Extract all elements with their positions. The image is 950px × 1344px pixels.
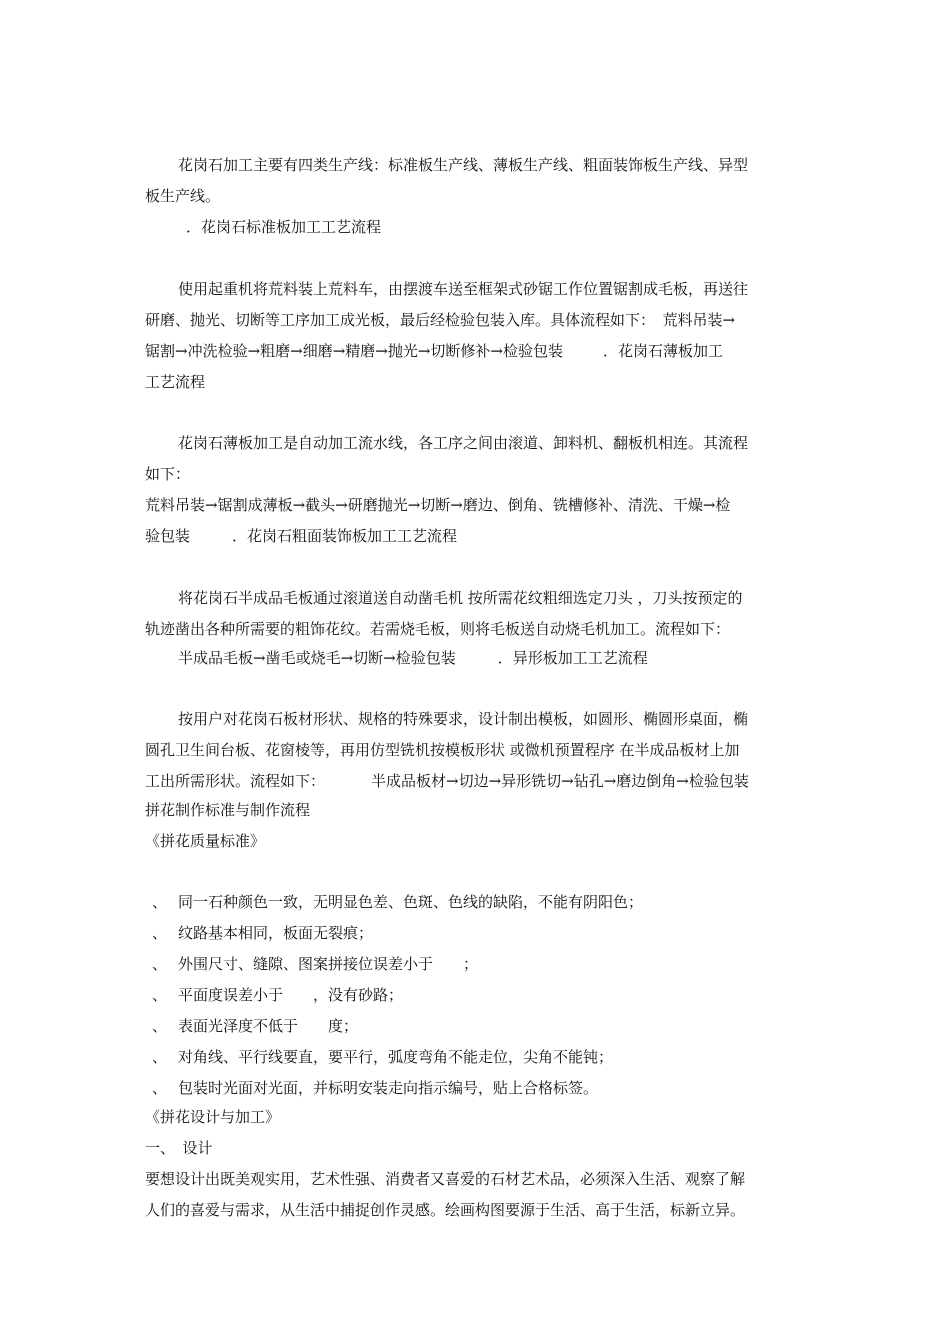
section2-line-4 bbox=[145, 526, 810, 546]
list-item-text: 外围尺寸、缝隙、图案拼接位误差小于 ； bbox=[178, 955, 479, 973]
list-item-text: 包装时光面对光面，并标明安装走向指示编号，贴上合格标签。 bbox=[178, 1079, 599, 1097]
list-item-marker: 、 bbox=[152, 955, 168, 973]
inlay-heading: 拼花制作标准与制作流程 bbox=[145, 801, 311, 819]
section1-line-2: 研磨、抛光、切断等工序加工成光板，最后经检验包装入库。具体流程如下： 荒料吊装→ bbox=[145, 311, 736, 329]
design-title: 《拼花设计与加工》 bbox=[145, 1108, 281, 1126]
section1-line-1: 使用起重机将荒料装上荒料车，由摆渡车送至框架式砂锯工作位置锯割成毛板，再送往 bbox=[178, 280, 749, 298]
design-line-2: 人们的喜爱与需求，从生活中捕捉创作灵感。绘画构图要源于生活、高于生活，标新立异。 bbox=[145, 1201, 746, 1219]
list-item-text: 平面度误差小于 ，没有砂路； bbox=[178, 986, 404, 1004]
section3-heading: ．花岗石粗面装饰板加工工艺流程 bbox=[232, 527, 458, 545]
section2-line-2: 如下： bbox=[145, 465, 191, 483]
section1-flow: 锯割→冲洗检验→粗磨→细磨→精磨→抛光→切断修补→检验包装 bbox=[145, 342, 563, 360]
list-item-marker: 、 bbox=[152, 924, 168, 942]
list-item-text: 同一石种颜色一致，无明显色差、色斑、色线的缺陷，不能有阴阳色； bbox=[178, 893, 644, 911]
list-item-marker: 、 bbox=[152, 1017, 168, 1035]
list-item-marker: 、 bbox=[152, 893, 168, 911]
list-item-text: 纹路基本相同，板面无裂痕； bbox=[178, 924, 374, 942]
quality-standard-title: 《拼花质量标准》 bbox=[145, 832, 266, 850]
section2-heading-start: ．花岗石薄板加工 bbox=[602, 342, 723, 360]
section3-line-3 bbox=[178, 648, 843, 668]
section2-flow-end: 验包装 bbox=[145, 527, 191, 545]
intro-line-1: 花岗石加工主要有四类生产线：标准板生产线、薄板生产线、粗面装饰板生产线、异型 bbox=[178, 156, 749, 174]
section2-flow: 荒料吊装→锯割成薄板→截头→研磨抛光→切断→磨边、倒角、铣槽修补、清洗、干燥→检 bbox=[145, 496, 731, 514]
section4-line-1: 按用户对花岗石板材形状、规格的特殊要求，设计制出模板，如圆形、椭圆形桌面，椭 bbox=[178, 710, 749, 728]
list-item-marker: 、 bbox=[152, 986, 168, 1004]
list-item-marker: 、 bbox=[152, 1048, 168, 1066]
list-item-text: 表面光泽度不低于 度； bbox=[178, 1017, 359, 1035]
section1-line-3 bbox=[145, 341, 810, 361]
section2-heading-end: 工艺流程 bbox=[145, 373, 206, 391]
design-line-1: 要想设计出既美观实用，艺术性强、消费者又喜爱的石材艺术品，必须深入生活、观察了解 bbox=[145, 1170, 746, 1188]
section2-line-1: 花岗石薄板加工是自动加工流水线，各工序之间由滚道、卸料机、翻板机相连。其流程 bbox=[178, 434, 749, 452]
section4-line-2: 圆孔卫生间台板、花窗棱等，再用仿型铣机按模板形状 或微机预置程序 在半成品板材上加 bbox=[145, 741, 740, 759]
section4-flow-label: 工出所需形状。流程如下： bbox=[145, 772, 326, 790]
section3-flow: 半成品毛板→凿毛或烧毛→切断→检验包装 bbox=[178, 649, 456, 667]
section4-heading: ．异形板加工工艺流程 bbox=[497, 649, 648, 667]
section1-heading: ．花岗石标准板加工工艺流程 bbox=[186, 218, 382, 236]
section3-line-2: 轨迹凿出各种所需要的粗饰花纹。若需烧毛板，则将毛板送自动烧毛机加工。流程如下： bbox=[145, 620, 731, 638]
intro-line-2: 板生产线。 bbox=[145, 187, 221, 205]
design-heading: 一、 设计 bbox=[145, 1139, 213, 1157]
section4-flow: 半成品板材→切边→异形铣切→钻孔→磨边倒角→检验包装 bbox=[371, 772, 749, 790]
section4-line-3 bbox=[145, 771, 810, 791]
list-item-marker: 、 bbox=[152, 1079, 168, 1097]
section3-line-1: 将花岗石半成品毛板通过滚道送自动凿毛机 按所需花纹粗细选定刀头 ，刀头按预定的 bbox=[178, 589, 743, 607]
list-item-text: 对角线、平行线要直，要平行，弧度弯角不能走位，尖角不能钝； bbox=[178, 1048, 614, 1066]
